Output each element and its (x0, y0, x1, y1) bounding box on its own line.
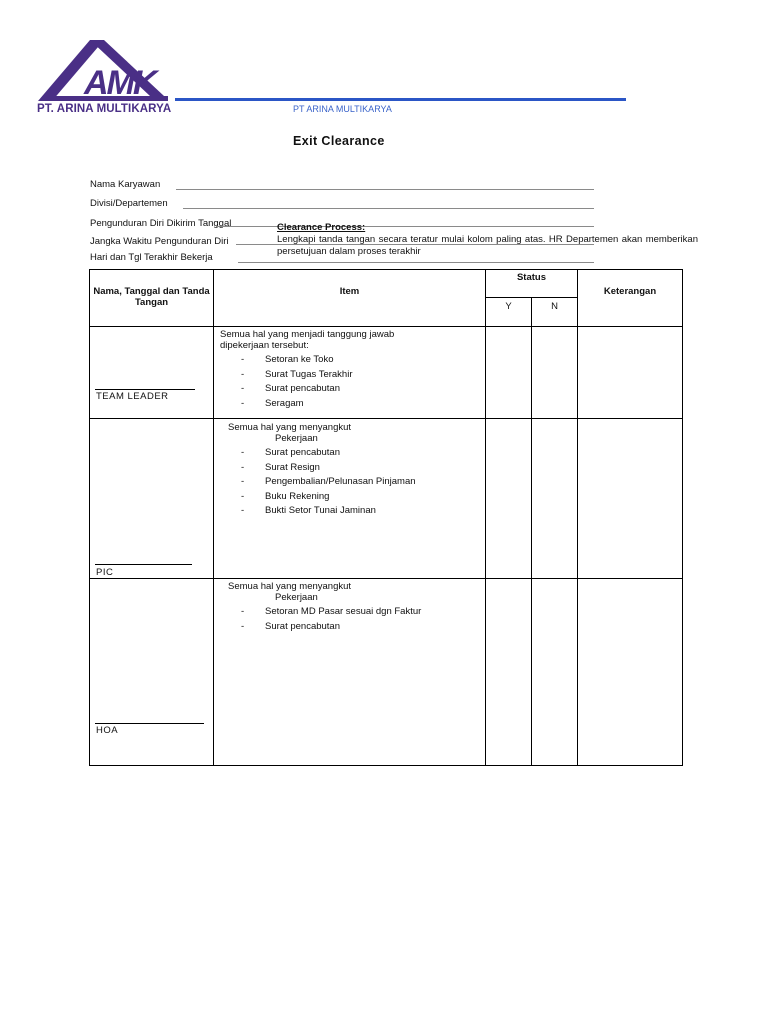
field-label-divisi: Divisi/Departemen (90, 198, 168, 209)
clearance-process-title: Clearance Process: (277, 222, 366, 233)
row1-item-list (241, 353, 352, 411)
field-label-hari: Hari dan Tgl Terakhir Bekerja (90, 252, 213, 263)
list-item: - Buku Rekening (241, 490, 330, 502)
field-label-nama: Nama Karyawan (90, 179, 161, 190)
list-item: - Surat Tugas Terakhir (241, 368, 353, 380)
signature-line-pic[interactable] (95, 564, 192, 565)
field-line-nama[interactable] (176, 189, 594, 190)
row3-intro-line2: Pekerjaan (275, 592, 318, 603)
company-name: PT. ARINA MULTIKARYA (37, 103, 172, 115)
header-name-signature: Nama, Tanggal dan Tanda Tangan (93, 286, 210, 308)
role-pic: PIC (96, 567, 114, 578)
header-company-small: PT ARINA MULTIKARYA (293, 104, 392, 114)
list-item: - Setoran ke Toko (241, 354, 334, 365)
signature-line-team-leader[interactable] (95, 389, 195, 390)
role-team-leader: TEAM LEADER (96, 391, 169, 402)
row3-item-list (241, 605, 421, 634)
header-status-no: N (551, 301, 558, 312)
row2-intro-line2: Pekerjaan (275, 433, 318, 444)
clearance-process-text: Lengkapi tanda tangan secara teratur mulai kolom paling atas. HR Departemen akan memberikan persetujuan dalam proses terakhir (277, 234, 698, 257)
header-status: Status (516, 272, 547, 283)
row3-intro-line1: Semua hal yang menyangkut (228, 581, 352, 592)
list-item: - Surat pencabutan (241, 447, 341, 458)
list-item: - Surat pencabutan (241, 620, 341, 632)
logo-letters: AMK (84, 64, 156, 102)
list-item: - Surat pencabutan (241, 383, 341, 394)
field-label-dikirim: Pengunduran Diri Dikirim Tanggal (90, 218, 232, 228)
header-status-yes: Y (505, 301, 512, 312)
signature-line-hoa[interactable] (95, 723, 204, 724)
row2-item-list (241, 446, 416, 519)
list-item: - Bukti Setor Tunai Jaminan (241, 505, 376, 516)
field-line-divisi[interactable] (183, 208, 594, 209)
list-item: - Seragam (241, 397, 304, 409)
field-label-jangka: Jangka Wakitu Pengunduran Diri (90, 236, 229, 246)
row2-intro-line1: Semua hal yang menyangkut (228, 422, 352, 433)
role-hoa: HOA (96, 725, 119, 736)
field-line-hari[interactable] (238, 262, 594, 263)
list-item: - Pengembalian/Pelunasan Pinjaman (241, 476, 416, 487)
row1-intro-line2: dipekerjaan tersebut: (220, 340, 309, 351)
row1-intro-line1: Semua hal yang menjadi tanggung jawab (220, 329, 395, 340)
header-item: Item (339, 286, 360, 297)
company-logo-icon (36, 38, 176, 102)
field-line-dikirim[interactable] (216, 226, 594, 227)
header-keterangan: Keterangan (603, 286, 657, 297)
document-title: Exit Clearance (293, 134, 385, 148)
list-item: - Setoran MD Pasar sesuai dgn Faktur (241, 606, 422, 617)
list-item: - Surat Resign (241, 461, 320, 473)
header-divider (175, 98, 626, 101)
